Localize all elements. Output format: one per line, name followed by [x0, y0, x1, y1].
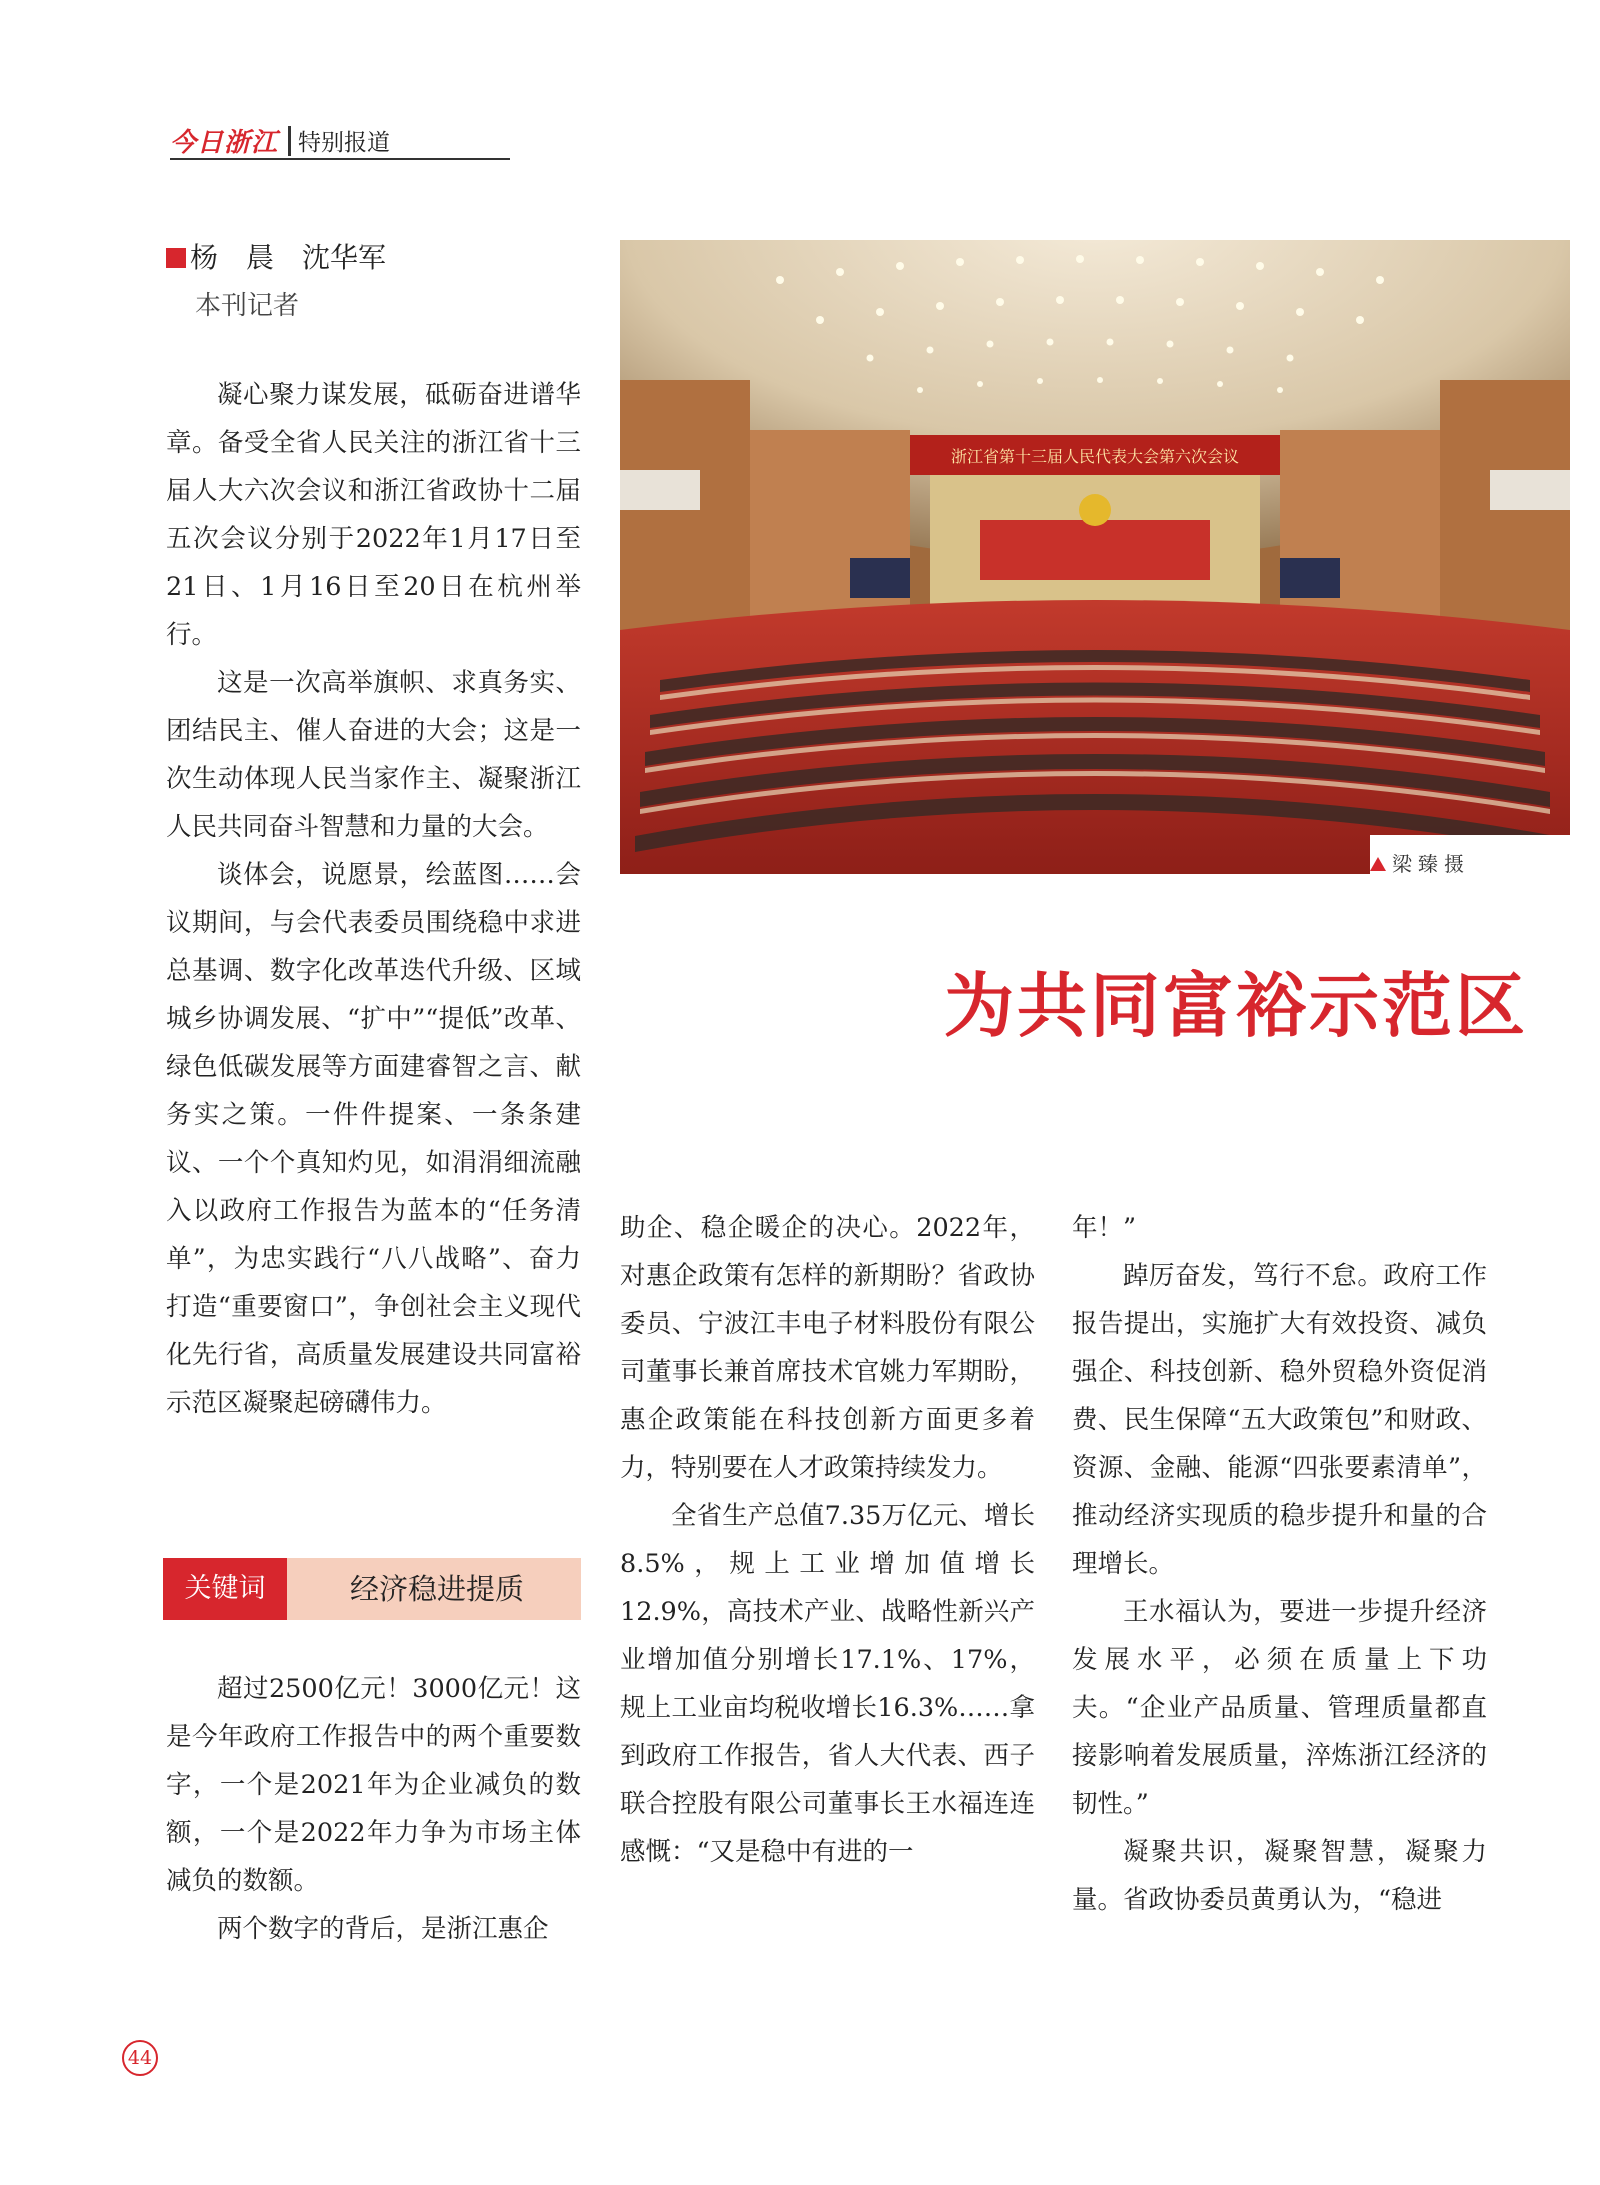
author-names: 杨 晨 沈华军 — [190, 241, 387, 274]
body-paragraph: 踔厉奋发，笃行不怠。政府工作报告提出，实施扩大有效投资、减负强企、科技创新、稳外贸稳外资促消费、民生保障“五大政策包”和财政、资源、金融、能源“四张要素清单”，推动经济实现质的稳步提升和量的合理增长。 — [1072, 1261, 1487, 1579]
conference-hall-illustration — [620, 240, 1570, 874]
body-paragraph: 凝聚共识，凝聚智慧，凝聚力量。省政协委员黄勇认为，“稳进 — [1072, 1837, 1487, 1915]
conference-hall-photo — [620, 240, 1570, 874]
page-number: 44 — [122, 2040, 158, 2076]
magazine-logo: 今日浙江 — [170, 128, 279, 158]
section-label: 特别报道 — [298, 130, 390, 156]
body-column-2 — [620, 1204, 1035, 1876]
body-column-3 — [1072, 1204, 1487, 1924]
photo-credit — [1370, 848, 1470, 877]
photo-credit-text: 梁臻摄 — [1392, 852, 1470, 876]
header-divider — [288, 126, 291, 156]
intro-column — [166, 371, 581, 1427]
red-square-icon — [166, 248, 186, 268]
byline-authors — [166, 236, 386, 276]
body-paragraph: 王水福认为，要进一步提升经济发展水平，必须在质量上下功夫。“企业产品质量、管理质量都直接影响着发展质量，淬炼浙江经济的韧性。” — [1072, 1597, 1487, 1819]
body-paragraph: 年！” — [1072, 1213, 1137, 1243]
body-paragraph: 全省生产总值7.35万亿元、增长8.5%，规上工业增加值增长12.9%，高技术产业、战略性新兴产业增加值分别增长17.1%、17%，规上工业亩均税收增长16.3%……拿到政府工作报告，省人大代表、西子联合控股有限公司董事长王水福连连感慨：“又是稳中有进的一 — [620, 1501, 1035, 1867]
intro-paragraph: 谈体会，说愿景，绘蓝图……会议期间，与会代表委员围绕稳中求进总基调、数字化改革迭代升级、区域城乡协调发展、“扩中”“提低”改革、绿色低碳发展等方面建睿智之言、献务实之策。一件件提案、一条条建议、一个个真知灼见，如涓涓细流融入以政府工作报告为蓝本的“任务清单”，为忠实践行“八八战略”、奋力打造“重要窗口”，争创社会主义现代化先行省，高质量发展建设共同富裕示范区凝聚起磅礴伟力。 — [166, 860, 581, 1418]
body-paragraph: 助企、稳企暖企的决心。2022年，对惠企政策有怎样的新期盼？省政协委员、宁波江丰电子材料股份有限公司董事长兼首席技术官姚力军期盼，惠企政策能在科技创新方面更多着力，特别要在人才政策持续发力。 — [620, 1213, 1035, 1483]
triangle-icon — [1370, 857, 1386, 871]
hall-banner: 浙江省第十三届人民代表大会第六次会议 — [950, 447, 1240, 466]
page-header — [170, 122, 510, 160]
intro-paragraph: 凝心聚力谋发展，砥砺奋进谱华章。备受全省人民关注的浙江省十三届人大六次会议和浙江省政协十二届五次会议分别于2022年1月17日至21日、1月16日至20日在杭州举行。 — [166, 380, 581, 650]
keyword-label: 关键词 — [163, 1558, 287, 1620]
article-headline: 为共同富裕示范区 — [944, 965, 1528, 1047]
section1-column — [166, 1665, 581, 1953]
intro-paragraph: 这是一次高举旗帜、求真务实、团结民主、催人奋进的大会；这是一次生动体现人民当家作主、凝聚浙江人民共同奋斗智慧和力量的大会。 — [166, 668, 581, 842]
body-paragraph: 两个数字的背后，是浙江惠企 — [217, 1914, 549, 1944]
keyword-text: 经济稳进提质 — [349, 1572, 524, 1606]
author-role: 本刊记者 — [195, 291, 300, 321]
keyword-box — [163, 1558, 581, 1620]
body-paragraph: 超过2500亿元！3000亿元！这是今年政府工作报告中的两个重要数字，一个是2021年为企业减负的数额，一个是2022年力争为市场主体减负的数额。 — [166, 1674, 581, 1896]
